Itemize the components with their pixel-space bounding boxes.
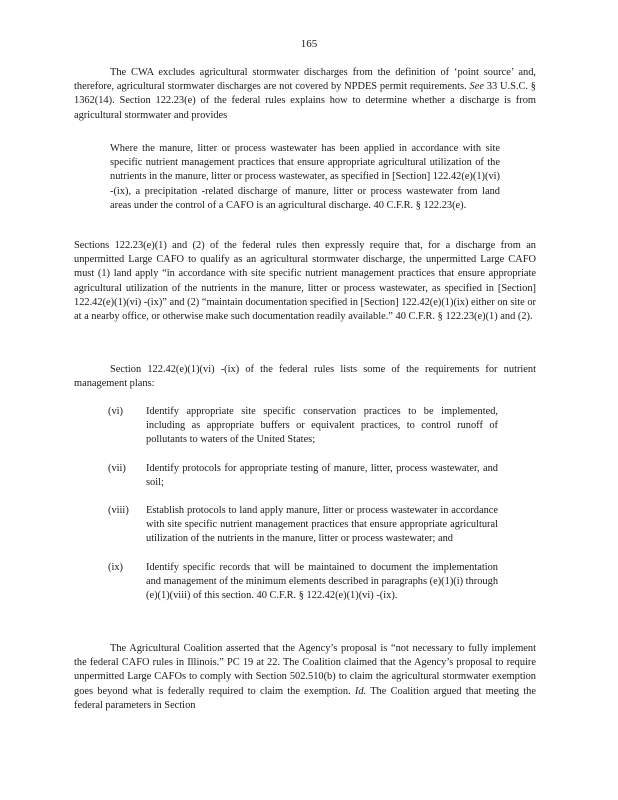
paragraph-section-122-42: Section 122.42(e)(1)(vi) -(ix) of the federal rules lists some of the requirements for nutrient management plans: <box>74 364 536 390</box>
list-marker: (vii) <box>108 462 126 474</box>
paragraph-cwa-exclusion <box>74 66 536 123</box>
requirements-list <box>74 405 536 617</box>
list-marker: (ix) <box>108 561 124 573</box>
list-marker: (viii) <box>108 505 129 517</box>
paragraph-text: The Agricultural Coalition asserted that the Agency’s proposal is “not necessary to fully implement the federal CAFO rules in Illinois.” PC 19 at 22. The Coalition claimed that the Agency’s proposal to require unpermitted Large CAFOs to comply with Section 502.510(b) to claim the agricultural stormwater exemption goes beyond what is federally required to claim the exemption. <box>74 643 536 697</box>
paragraph-text: 33 U.S.C. § 1362(14). Section 122.23(e) of the federal rules explains how to determine whether a discharge is from agricultural stormwater and provides <box>74 81 536 121</box>
list-text: Identify specific records that will be maintained to document the implementation and management of the minimum elements described in paragraphs (e)(1)(i) through (e)(1)(viii) of this section. 40 C.F.R. § 122.42(e)(1)(vi) -(ix). <box>146 561 499 602</box>
citation-signal: See <box>469 81 484 93</box>
citation-signal: Id. <box>354 685 367 697</box>
list-text: Identify protocols for appropriate testing of manure, litter, process wastewater, and soil; <box>146 462 498 488</box>
page-number: 165 <box>300 38 318 50</box>
paragraph-agricultural-coalition <box>74 642 536 713</box>
paragraph-sections-122-23: Sections 122.23(e)(1) and (2) of the federal rules then expressly require that, for a discharge from an unpermitted Large CAFO to qualify as an agricultural stormwater discharge, the unpermitted Large CAFO must (1) land apply “in accordance with site specific nutrient management practices that ensure appropriate agricultural utilization of the nutrients in the manure, litter or process wastewater, as specified in [Section] 122.42(e)(1)(vi) -(ix)” and (2) “maintain documentation specified in [Section] 122.42(e)(1)(ix) either on site or at a nearby office, or otherwise make such documentation readily available.” 40 C.F.R. § 122.23(e)(1) and (2). <box>74 240 536 323</box>
paragraph-text: The CWA excludes agricultural stormwater discharges from the definition of ‘point source’ and, therefore, agricultural stormwater discharges are not covered by NPDES permit requirements. <box>74 67 536 93</box>
list-text: Identify appropriate site specific conservation practices to be implemented, including as appropriate buffers or equivalent practices, to control runoff of pollutants to waters of the United States; <box>146 406 498 446</box>
paragraph-text: The Coalition argued that meeting the federal parameters in Section <box>74 685 536 711</box>
list-item <box>74 561 536 604</box>
block-quote-122-23e: Where the manure, litter or process wastewater has been applied in accordance with site specific nutrient management practices that ensure appropriate agricultural utilization of the nutrients in the manure, litter or process wastewater, as specified in [Section] 122.42(e)(1)(vi) -(ix), a precipitation -related discharge of manure, litter or process wastewater from land areas under the control of a CAFO is an agricultural discharge. 40 C.F.R. § 122.23(e). <box>110 143 500 211</box>
list-item <box>74 462 536 490</box>
list-marker: (vi) <box>108 406 124 417</box>
list-text: Establish protocols to land apply manure, litter or process wastewater in accordance with site specific nutrient management practices that ensure appropriate agricultural utilization of the nutrients in the manure, litter or process wastewater; and <box>146 505 498 545</box>
list-item <box>74 504 536 547</box>
list-item <box>74 405 536 448</box>
